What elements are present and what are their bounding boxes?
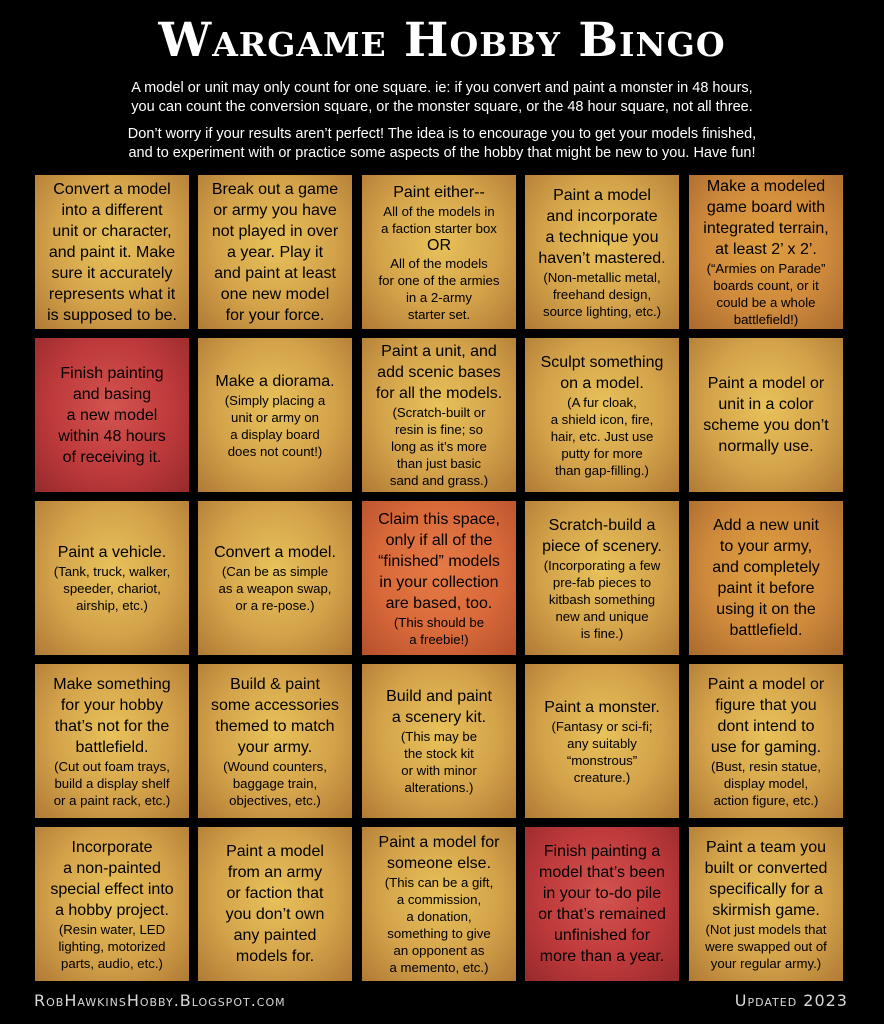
bingo-square [198,338,352,492]
bingo-square [362,501,516,655]
blog-url: RobHawkinsHobby.Blogspot.com [34,991,286,1010]
square-note-text: (“Armies on Parade” boards count, or it could be a whole battlefield!) [706,261,826,327]
bingo-square [35,827,189,981]
square-main-text: Paint a model for someone else. [378,834,500,872]
square-note-text: (Non-metallic metal, freehand design, source lighting, etc.) [542,269,661,319]
square-main-text: Finish painting and basing a new model within 48 hours of receiving it. [58,364,166,466]
square-main-text: Paint a team you built or converted specifically for a skirmish game. [704,838,828,919]
square-or-text: OR [427,236,451,254]
bingo-square [689,664,843,818]
bingo-square [525,664,679,818]
square-main-text: Convert a model. [214,544,336,561]
square-note-text: (This should be a freebie!) [393,614,485,647]
square-main-text: Paint a monster. [544,698,660,716]
square-main-text: Make something for your hobby that’s not for the battlefield. [53,675,171,756]
square-note-text: (Tank, truck, walker, speeder, chariot, airship, etc.) [53,564,171,613]
bingo-square [525,175,679,329]
square-main-text: Paint a model or figure that you dont intend to use for gaming. [707,675,825,756]
square-main-text: Incorporate a non-painted special effect into a hobby project. [50,838,174,919]
bingo-square [689,827,843,981]
square-main-text: Add a new unit to your army, and completely paint it before using it on the battlefield. [712,517,820,639]
bingo-square [35,338,189,492]
bingo-square [689,501,843,655]
square-main-text: Convert a model into a different unit or character, and paint it. Make sure it accurately represents what it is supposed to be. [47,180,177,324]
bingo-square [362,664,516,818]
square-note-text: (Fantasy or sci-fi; any suitably “monstrous” creature.) [551,718,653,785]
bingo-square [35,501,189,655]
bingo-square [362,175,516,329]
bingo-square [362,827,516,981]
square-main-text: Scratch-build a piece of scenery. [542,516,662,555]
square-note-text: (Not just models that were swapped out of your regular army.) [705,921,827,971]
square-note-text: (Cut out foam trays, build a display shelf or a paint rack, etc.) [53,758,171,808]
square-main-text: Paint a model or unit in a color scheme you don’t normally use. [703,375,829,455]
square-main-text: Paint either-- [393,183,485,201]
square-main-text: Claim this space, only if all of the “finished” models in your collection are based, too. [378,510,500,612]
square-note-text: (Scratch-built or resin is fine; so long as it’s more than just basic sand and grass.) [389,405,489,488]
square-note-text: All of the models for one of the armies in a 2-army starter set. [378,255,500,322]
square-main-text: Break out a game or army you have not played in over a year. Play it and paint at least one new model for your force. [211,180,339,324]
square-note-text: (Wound counters, baggage train, objectives, etc.) [223,758,327,808]
bingo-square [689,338,843,492]
page-title: Wargame Hobby Bingo [158,13,726,68]
rule-have-fun: Don’t worry if your results aren’t perfect! The idea is to encourage you to get your models finished, and to experiment with or practice some aspects of the hobby that might be new to you. Have fun! [127,126,757,161]
bingo-square [198,175,352,329]
bingo-square [198,827,352,981]
bingo-square [525,827,679,981]
bingo-square [198,501,352,655]
bingo-square [689,175,843,329]
bingo-square [525,338,679,492]
square-note-text: All of the models in a faction starter box [381,203,497,236]
square-main-text: Paint a model from an army or faction that you don’t own any painted models for. [225,843,325,965]
square-note-text: (Incorporating a few pre-fab pieces to kitbash something new and unique is fine.) [543,557,661,641]
bingo-square [198,664,352,818]
square-note-text: (A fur cloak, a shield icon, fire, hair, etc. Just use putty for more than gap-filling.) [550,394,654,478]
square-main-text: Finish painting a model that’s been in your to-do pile or that’s remained unfinished for more than a year. [538,843,666,965]
square-note-text: (Bust, resin statue, display model, action figure, etc.) [711,758,821,808]
square-note-text: (This may be the stock kit or with minor alterations.) [400,729,478,795]
square-note-text: (Simply placing a unit or army on a display board does not count!) [224,392,326,459]
bingo-square [35,664,189,818]
square-main-text: Paint a vehicle. [57,544,167,561]
square-note-text: (This can be a gift, a commission, a donation, something to give an opponent as a memento, etc.) [384,875,494,975]
square-main-text: Paint a unit, and add scenic bases for all the models. [375,343,503,402]
bingo-square [525,501,679,655]
square-note-text: (Can be as simple as a weapon swap, or a re-pose.) [218,564,332,613]
bingo-square [35,175,189,329]
rule-one-square: A model or unit may only count for one square. ie: if you convert and paint a monster in 48 hours, you can count the conversion square, or the monster square, or the 48 hour square, not all three. [131,80,753,115]
square-main-text: Build & paint some accessories themed to match your army. [210,675,340,756]
bingo-square [362,338,516,492]
square-note-text: (Resin water, LED lighting, motorized parts, audio, etc.) [58,921,166,971]
square-main-text: Make a diorama. [215,372,335,390]
updated-label: Updated 2023 [734,991,848,1010]
square-main-text: Paint a model and incorporate a technique you haven’t mastered. [538,186,666,267]
square-main-text: Sculpt something on a model. [540,353,664,392]
square-main-text: Make a modeled game board with integrated terrain, at least 2’ x 2’. [703,178,829,258]
square-main-text: Build and paint a scenery kit. [386,688,492,726]
